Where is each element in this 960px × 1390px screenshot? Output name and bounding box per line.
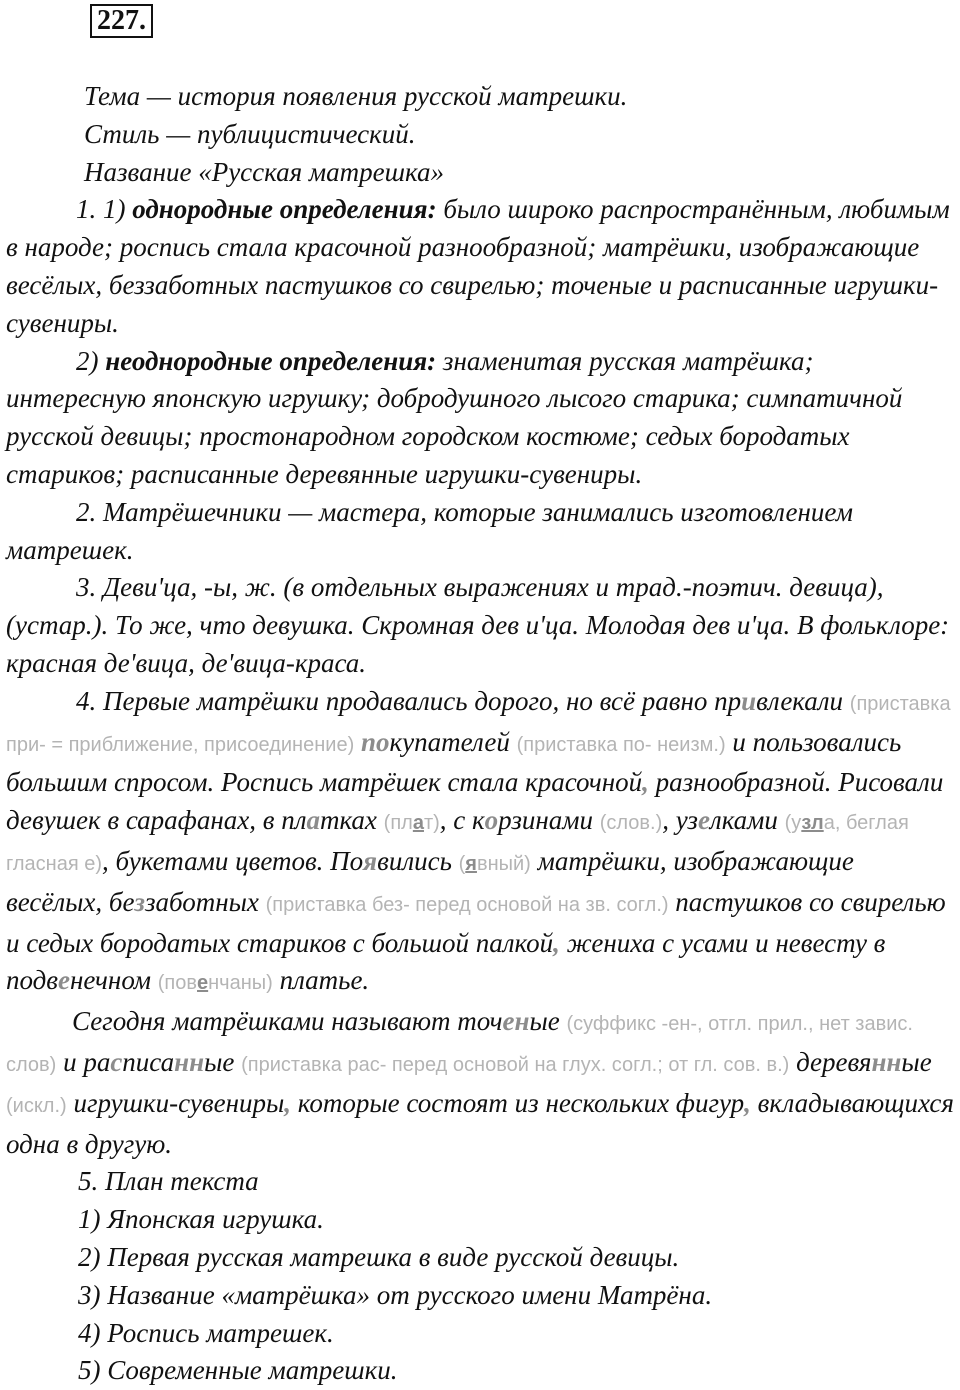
highlighted-letter: нн	[174, 1046, 205, 1077]
text-run: , с к	[439, 805, 485, 836]
text-run: и пользовались большим спросом. Роспись матрёшек стала красочной	[6, 726, 902, 798]
hint-part: вный)	[476, 852, 531, 875]
text-run: жениха с усами и невесту в подв	[6, 927, 886, 996]
highlighted-letter: нн	[871, 1046, 902, 1077]
grammar-hint: (приставка при- = приближение, присоединение)	[6, 692, 951, 756]
hint-part: нчаны)	[208, 972, 273, 995]
text-run: матрёшки, изображающие весёлых, бе	[6, 845, 854, 917]
plan-item: 3) Название «матрёшка» от русского имени Матрёна.	[78, 1279, 713, 1310]
hint-part: т)	[423, 812, 440, 835]
theme-line: Тема — история появления русской матрешки.	[84, 81, 628, 111]
text-run: , букетами цветов. По	[102, 845, 364, 876]
text-run: заботных	[144, 886, 266, 917]
hint-part: (пл	[383, 812, 413, 835]
highlighted-letter: по	[360, 726, 390, 757]
grammar-hint: (приставка без- перед основой на зв. согл.)	[265, 893, 669, 916]
highlighted-letter: е	[697, 805, 710, 836]
hint-part: (пов	[157, 972, 198, 995]
text-run: рзинами	[498, 805, 600, 836]
text-run: разнообразной. Рисовали девушек в сарафанах, в пл	[6, 767, 944, 836]
highlighted-letter: и	[741, 685, 757, 716]
plan-heading: 5. План текста	[78, 1166, 259, 1197]
text-run: тках	[319, 805, 384, 836]
hint-part: (у	[784, 812, 802, 835]
text-run: ые	[901, 1046, 932, 1077]
style-line: Стиль — публицистический.	[84, 118, 416, 149]
text-run: вились	[377, 845, 459, 876]
today-paragraph	[6, 1003, 954, 1163]
highlighted-letter: а	[306, 805, 320, 836]
grammar-hint: (суффикс -ен-, отгл. прил., нет завис. слов)	[6, 1013, 913, 1076]
task3-paragraph: 3. Деви'ца, -ы, ж. (в отдельных выражениях и трад.-поэтич. девица), (устар.). То же, что девушка. Скромная дев и'ца. Молодая дев и'ца. В фольклоре: красная де'вица, де'вица-краса.	[6, 572, 950, 678]
heterogeneous-examples: знаменитая русская матрёшка; интересную японскую игрушку; добродушного лысого старика; симпатичной русской девицы; простонародном городском костюме; седых бородатых стариков; расписанные деревянные игрушки-сувениры.	[6, 345, 903, 489]
highlighted-comma: ,	[744, 1087, 751, 1118]
task2-paragraph: 2. Матрёшечники — мастера, которые занимались изготовлением матрешек.	[6, 496, 853, 565]
text-run: купателей	[389, 726, 517, 757]
text-run	[354, 727, 361, 757]
highlighted-letter: о	[484, 805, 499, 836]
grammar-hint: (приставка по- неизм.)	[516, 733, 726, 756]
plan-item: 5) Современные матрешки.	[78, 1355, 398, 1386]
grammar-hint	[459, 853, 531, 875]
highlighted-letter: с	[110, 1046, 123, 1077]
grammar-hint: (искл.)	[6, 1094, 67, 1117]
grammar-hint: (слов.)	[599, 812, 663, 835]
task4-paragraph	[6, 683, 954, 1003]
highlighted-letter: е	[58, 965, 71, 996]
task1-heterogeneous	[6, 343, 954, 494]
task1-sub-label: 2)	[76, 345, 106, 376]
text-run: лками	[709, 805, 785, 836]
text-run: вкладывающихся одна в другую.	[6, 1087, 954, 1159]
text-run: которые состоят из нескольких фигур	[291, 1087, 745, 1118]
highlighted-comma: ,	[553, 927, 560, 958]
text-run: деревя	[789, 1046, 872, 1077]
exercise-answer-text	[6, 78, 954, 1390]
text-run: 4. Первые матрёшки продавались дорого, но всё равно пр	[76, 685, 742, 716]
heterogeneous-term: неоднородные определения:	[105, 345, 437, 376]
task1-homogeneous	[6, 191, 954, 342]
plan-item: 2) Первая русская матрешка в виде русской девицы.	[78, 1241, 680, 1272]
title-line: Название «Русская матрешка»	[84, 156, 444, 187]
hint-highlight: а	[412, 812, 424, 835]
text-run: пастушков со свирелью и седых бородатых стариков с большой палкой	[6, 886, 946, 958]
highlighted-letter: я	[363, 845, 378, 876]
text-run: и ра	[56, 1046, 111, 1077]
plan-item: 4) Роспись матрешек.	[78, 1317, 334, 1348]
highlighted-comma: ,	[642, 767, 649, 798]
task1-label: 1. 1)	[76, 194, 133, 225]
hint-highlight: е	[197, 972, 209, 995]
exercise-number: 227.	[90, 4, 153, 38]
text-run: нечном	[70, 965, 158, 996]
text-run: Сегодня матрёшками называют точ	[72, 1006, 503, 1037]
highlighted-letter: з	[134, 886, 145, 917]
text-run: ые	[529, 1006, 567, 1037]
plan-item: 1) Японская игрушка.	[78, 1204, 324, 1235]
grammar-hint	[158, 972, 273, 994]
text-run: игрушки-сувениры	[66, 1087, 285, 1118]
grammar-hint: (приставка рас- перед основой на глух. согл.; от гл. сов. в.)	[241, 1053, 790, 1076]
hint-highlight: зл	[801, 812, 824, 835]
highlighted-letter: ен	[502, 1006, 530, 1037]
highlighted-comma: ,	[284, 1087, 292, 1118]
text-run: ые	[204, 1046, 242, 1077]
hint-part: а, беглая гласная е)	[6, 812, 909, 875]
grammar-hint	[384, 812, 440, 834]
text-run: платье.	[272, 965, 370, 996]
text-run: влекали	[756, 685, 850, 716]
homogeneous-term: однородные определения:	[132, 194, 437, 225]
homogeneous-examples: было широко распространённым, любимым в народе; роспись стала красочной разнообразной; матрёшки, изображающие весёлых, беззаботных пастушков со свирелью; точеные и расписанные игрушки-сувениры.	[6, 194, 950, 338]
text-run: писа	[122, 1046, 175, 1077]
hint-highlight: я	[465, 852, 477, 875]
text-run: , уз	[662, 805, 698, 836]
hint-part: (	[458, 852, 466, 875]
